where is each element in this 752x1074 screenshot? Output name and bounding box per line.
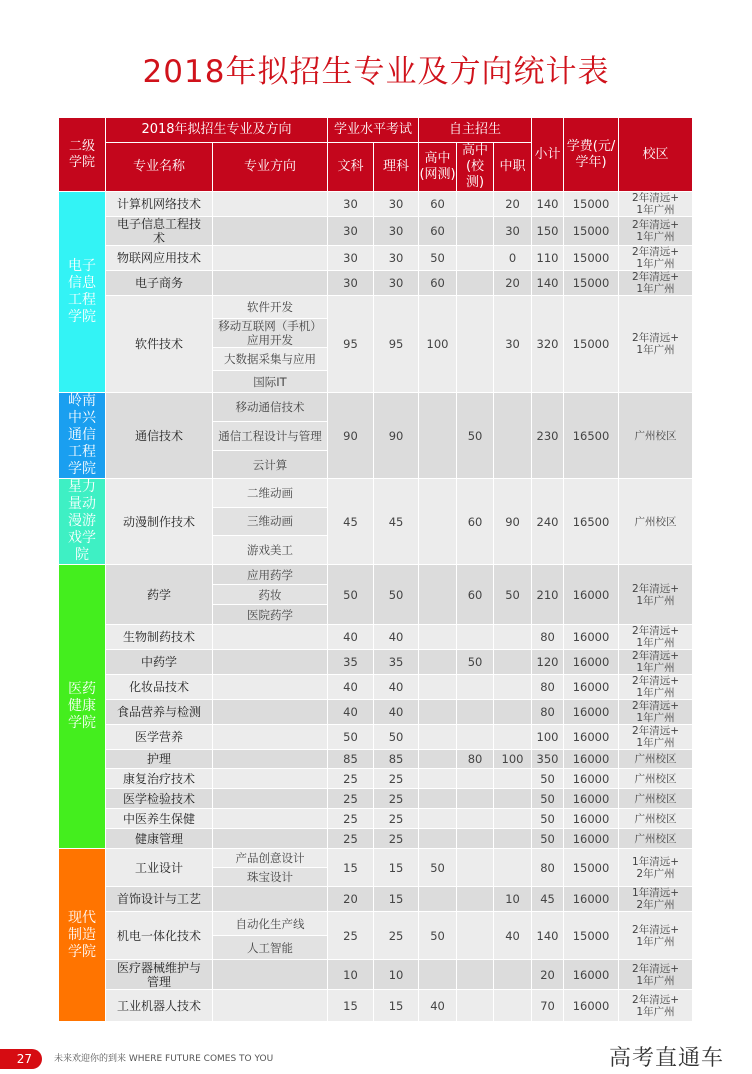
hs-school-cell: 80	[457, 750, 494, 769]
major-name: 中医养生保健	[106, 809, 213, 829]
hs-online-cell	[419, 625, 457, 650]
direction-cell: 云计算	[213, 451, 328, 479]
college-cell: 岭南中兴通信工程学院	[59, 393, 106, 479]
campus-cell: 广州校区	[619, 809, 693, 829]
major-name: 药学	[106, 565, 213, 625]
major-name: 医学营养	[106, 725, 213, 750]
hs-school-cell: 50	[457, 650, 494, 675]
vocational-cell	[494, 725, 532, 750]
header-direction: 专业方向	[213, 143, 328, 192]
fee-cell: 16000	[564, 675, 619, 700]
header-science: 理科	[374, 143, 419, 192]
fee-cell: 15000	[564, 849, 619, 887]
vocational-cell	[494, 700, 532, 725]
hs-online-cell: 50	[419, 849, 457, 887]
science-cell: 15	[374, 849, 419, 887]
major-name: 工业设计	[106, 849, 213, 887]
hs-online-cell	[419, 769, 457, 789]
subtotal-cell: 210	[532, 565, 564, 625]
hs-online-cell	[419, 809, 457, 829]
vocational-cell: 20	[494, 192, 532, 217]
fee-cell: 16000	[564, 700, 619, 725]
table-row	[59, 809, 693, 829]
hs-school-cell	[457, 296, 494, 393]
major-name: 康复治疗技术	[106, 769, 213, 789]
hs-school-cell: 60	[457, 479, 494, 565]
campus-cell: 2年清远+1年广州	[619, 565, 693, 625]
table-row	[59, 912, 693, 936]
arts-cell: 30	[328, 246, 374, 271]
arts-cell: 85	[328, 750, 374, 769]
direction-cell: 应用药学	[213, 565, 328, 585]
hs-online-cell	[419, 725, 457, 750]
vocational-cell	[494, 960, 532, 990]
science-cell: 30	[374, 246, 419, 271]
direction-cell: 二维动画	[213, 479, 328, 508]
fee-cell: 16000	[564, 829, 619, 849]
subtotal-cell: 80	[532, 849, 564, 887]
hs-online-cell	[419, 393, 457, 479]
hs-school-cell	[457, 960, 494, 990]
arts-cell: 25	[328, 789, 374, 809]
science-cell: 10	[374, 960, 419, 990]
hs-school-cell	[457, 789, 494, 809]
campus-cell: 1年清远+2年广州	[619, 887, 693, 912]
hs-online-cell: 60	[419, 271, 457, 296]
direction-cell: 三维动画	[213, 507, 328, 536]
arts-cell: 95	[328, 296, 374, 393]
subtotal-cell: 50	[532, 809, 564, 829]
subtotal-cell: 45	[532, 887, 564, 912]
direction-cell	[213, 809, 328, 829]
table-row	[59, 960, 693, 990]
major-name: 动漫制作技术	[106, 479, 213, 565]
direction-cell: 国际IT	[213, 371, 328, 393]
fee-cell: 15000	[564, 271, 619, 296]
hs-school-cell	[457, 912, 494, 960]
arts-cell: 30	[328, 217, 374, 246]
science-cell: 40	[374, 675, 419, 700]
campus-cell: 广州校区	[619, 393, 693, 479]
hs-school-cell	[457, 192, 494, 217]
subtotal-cell: 50	[532, 829, 564, 849]
direction-cell: 医院药学	[213, 605, 328, 625]
direction-cell	[213, 789, 328, 809]
major-name: 计算机网络技术	[106, 192, 213, 217]
hs-school-cell	[457, 246, 494, 271]
hs-online-cell	[419, 887, 457, 912]
major-name: 医学检验技术	[106, 789, 213, 809]
header-arts: 文科	[328, 143, 374, 192]
table-row	[59, 479, 693, 508]
header-hs-online: 高中(网测)	[419, 143, 457, 192]
table-row	[59, 271, 693, 296]
vocational-cell: 50	[494, 565, 532, 625]
arts-cell: 25	[328, 809, 374, 829]
hs-school-cell	[457, 990, 494, 1022]
header-campus: 校区	[619, 118, 693, 192]
direction-cell	[213, 960, 328, 990]
college-cell: 星力量动漫游戏学院	[59, 479, 106, 565]
subtotal-cell: 120	[532, 650, 564, 675]
table-row	[59, 565, 693, 585]
table-row	[59, 675, 693, 700]
subtotal-cell: 140	[532, 192, 564, 217]
arts-cell: 25	[328, 829, 374, 849]
major-name: 首饰设计与工艺	[106, 887, 213, 912]
hs-online-cell: 50	[419, 246, 457, 271]
arts-cell: 25	[328, 769, 374, 789]
direction-cell	[213, 725, 328, 750]
science-cell: 25	[374, 789, 419, 809]
campus-cell: 2年清远+1年广州	[619, 990, 693, 1022]
table-row	[59, 769, 693, 789]
vocational-cell	[494, 990, 532, 1022]
subtotal-cell: 50	[532, 769, 564, 789]
hs-online-cell	[419, 789, 457, 809]
subtotal-cell: 150	[532, 217, 564, 246]
hs-school-cell	[457, 217, 494, 246]
header-hs-school: 高中(校测)	[457, 143, 494, 192]
brand-watermark: 高考直通车	[608, 1046, 724, 1071]
page-title: 2018年拟招生专业及方向统计表	[142, 54, 610, 90]
campus-cell: 2年清远+1年广州	[619, 192, 693, 217]
hs-online-cell: 40	[419, 990, 457, 1022]
direction-cell	[213, 769, 328, 789]
hs-online-cell: 100	[419, 296, 457, 393]
subtotal-cell: 350	[532, 750, 564, 769]
subtotal-cell: 140	[532, 912, 564, 960]
fee-cell: 16500	[564, 393, 619, 479]
arts-cell: 30	[328, 192, 374, 217]
direction-cell	[213, 887, 328, 912]
arts-cell: 35	[328, 650, 374, 675]
science-cell: 50	[374, 725, 419, 750]
campus-cell: 广州校区	[619, 829, 693, 849]
subtotal-cell: 80	[532, 700, 564, 725]
header-vocational: 中职	[494, 143, 532, 192]
direction-cell: 自动化生产线	[213, 912, 328, 936]
major-name: 电子商务	[106, 271, 213, 296]
campus-cell: 2年清远+1年广州	[619, 625, 693, 650]
vocational-cell	[494, 769, 532, 789]
direction-cell: 大数据采集与应用	[213, 348, 328, 371]
fee-cell: 16000	[564, 725, 619, 750]
hs-online-cell	[419, 960, 457, 990]
direction-cell: 珠宝设计	[213, 868, 328, 887]
vocational-cell: 40	[494, 912, 532, 960]
fee-cell: 15000	[564, 192, 619, 217]
fee-cell: 16000	[564, 650, 619, 675]
table-row	[59, 625, 693, 650]
science-cell: 85	[374, 750, 419, 769]
fee-cell: 16000	[564, 809, 619, 829]
fee-cell: 16000	[564, 789, 619, 809]
major-name: 机电一体化技术	[106, 912, 213, 960]
subtotal-cell: 80	[532, 675, 564, 700]
vocational-cell: 10	[494, 887, 532, 912]
direction-cell	[213, 650, 328, 675]
table-row	[59, 829, 693, 849]
table-row	[59, 887, 693, 912]
campus-cell: 广州校区	[619, 750, 693, 769]
direction-cell	[213, 217, 328, 246]
direction-cell: 人工智能	[213, 936, 328, 960]
subtotal-cell: 80	[532, 625, 564, 650]
header-subtotal: 小计	[532, 118, 564, 192]
subtotal-cell: 320	[532, 296, 564, 393]
table-row	[59, 789, 693, 809]
major-name: 通信技术	[106, 393, 213, 479]
direction-cell	[213, 990, 328, 1022]
vocational-cell	[494, 675, 532, 700]
science-cell: 95	[374, 296, 419, 393]
science-cell: 30	[374, 217, 419, 246]
major-name: 健康管理	[106, 829, 213, 849]
table-row	[59, 192, 693, 217]
science-cell: 15	[374, 990, 419, 1022]
fee-cell: 15000	[564, 296, 619, 393]
major-name: 中药学	[106, 650, 213, 675]
fee-cell: 16000	[564, 769, 619, 789]
direction-cell	[213, 829, 328, 849]
major-name: 化妆品技术	[106, 675, 213, 700]
college-cell: 电子信息工程学院	[59, 192, 106, 393]
hs-school-cell	[457, 700, 494, 725]
hs-online-cell	[419, 829, 457, 849]
science-cell: 30	[374, 271, 419, 296]
campus-cell: 2年清远+1年广州	[619, 246, 693, 271]
subtotal-cell: 240	[532, 479, 564, 565]
subtotal-cell: 230	[532, 393, 564, 479]
major-name: 食品营养与检测	[106, 700, 213, 725]
science-cell: 25	[374, 912, 419, 960]
arts-cell: 10	[328, 960, 374, 990]
hs-school-cell	[457, 887, 494, 912]
campus-cell: 2年清远+1年广州	[619, 296, 693, 393]
vocational-cell: 20	[494, 271, 532, 296]
direction-cell: 通信工程设计与管理	[213, 422, 328, 451]
major-name: 软件技术	[106, 296, 213, 393]
science-cell: 40	[374, 625, 419, 650]
direction-cell	[213, 750, 328, 769]
major-name: 电子信息工程技术	[106, 217, 213, 246]
fee-cell: 15000	[564, 246, 619, 271]
arts-cell: 90	[328, 393, 374, 479]
table-row	[59, 246, 693, 271]
vocational-cell	[494, 650, 532, 675]
arts-cell: 50	[328, 565, 374, 625]
arts-cell: 15	[328, 990, 374, 1022]
subtotal-cell: 20	[532, 960, 564, 990]
hs-online-cell: 60	[419, 217, 457, 246]
direction-cell: 软件开发	[213, 296, 328, 319]
major-name: 物联网应用技术	[106, 246, 213, 271]
table-row	[59, 750, 693, 769]
science-cell: 25	[374, 829, 419, 849]
footer	[0, 1044, 752, 1074]
vocational-cell: 30	[494, 217, 532, 246]
campus-cell: 2年清远+1年广州	[619, 675, 693, 700]
table-row	[59, 393, 693, 422]
hs-online-cell	[419, 675, 457, 700]
header-group-major: 2018年拟招生专业及方向	[106, 118, 328, 143]
vocational-cell: 100	[494, 750, 532, 769]
subtotal-cell: 140	[532, 271, 564, 296]
hs-school-cell	[457, 625, 494, 650]
direction-cell: 移动互联网（手机）应用开发	[213, 319, 328, 348]
direction-cell: 药妆	[213, 585, 328, 605]
table-row	[59, 217, 693, 246]
table-row	[59, 725, 693, 750]
vocational-cell	[494, 625, 532, 650]
direction-cell	[213, 625, 328, 650]
science-cell: 50	[374, 565, 419, 625]
science-cell: 25	[374, 769, 419, 789]
arts-cell: 15	[328, 849, 374, 887]
fee-cell: 16000	[564, 625, 619, 650]
subtotal-cell: 110	[532, 246, 564, 271]
table-row	[59, 849, 693, 868]
fee-cell: 16500	[564, 479, 619, 565]
campus-cell: 广州校区	[619, 479, 693, 565]
subtotal-cell: 50	[532, 789, 564, 809]
science-cell: 15	[374, 887, 419, 912]
hs-school-cell: 60	[457, 565, 494, 625]
direction-cell	[213, 700, 328, 725]
table-row	[59, 700, 693, 725]
vocational-cell: 30	[494, 296, 532, 393]
arts-cell: 40	[328, 625, 374, 650]
direction-cell: 游戏美工	[213, 536, 328, 565]
fee-cell: 15000	[564, 912, 619, 960]
vocational-cell: 0	[494, 246, 532, 271]
college-cell: 医药健康学院	[59, 565, 106, 849]
vocational-cell	[494, 393, 532, 479]
science-cell: 45	[374, 479, 419, 565]
science-cell: 40	[374, 700, 419, 725]
subtotal-cell: 70	[532, 990, 564, 1022]
hs-online-cell: 50	[419, 912, 457, 960]
hs-school-cell	[457, 769, 494, 789]
table-row	[59, 990, 693, 1022]
college-cell: 现代制造学院	[59, 849, 106, 1022]
science-cell: 25	[374, 809, 419, 829]
header-group-exam: 学业水平考试	[328, 118, 419, 143]
header-college: 二级学院	[59, 118, 106, 192]
fee-cell: 16000	[564, 750, 619, 769]
direction-cell: 产品创意设计	[213, 849, 328, 868]
campus-cell: 广州校区	[619, 789, 693, 809]
major-name: 生物制药技术	[106, 625, 213, 650]
arts-cell: 20	[328, 887, 374, 912]
hs-online-cell	[419, 700, 457, 725]
direction-cell	[213, 192, 328, 217]
arts-cell: 40	[328, 700, 374, 725]
major-name: 护理	[106, 750, 213, 769]
hs-online-cell	[419, 565, 457, 625]
hs-online-cell: 60	[419, 192, 457, 217]
campus-cell: 2年清远+1年广州	[619, 912, 693, 960]
direction-cell	[213, 271, 328, 296]
vocational-cell	[494, 809, 532, 829]
subtotal-cell: 100	[532, 725, 564, 750]
direction-cell	[213, 675, 328, 700]
arts-cell: 40	[328, 675, 374, 700]
fee-cell: 16000	[564, 960, 619, 990]
hs-online-cell	[419, 479, 457, 565]
arts-cell: 30	[328, 271, 374, 296]
direction-cell	[213, 246, 328, 271]
header-major: 专业名称	[106, 143, 213, 192]
vocational-cell	[494, 789, 532, 809]
fee-cell: 16000	[564, 887, 619, 912]
campus-cell: 2年清远+1年广州	[619, 960, 693, 990]
science-cell: 30	[374, 192, 419, 217]
fee-cell: 16000	[564, 565, 619, 625]
header-group-self: 自主招生	[419, 118, 532, 143]
fee-cell: 15000	[564, 217, 619, 246]
arts-cell: 45	[328, 479, 374, 565]
hs-online-cell	[419, 650, 457, 675]
footer-slogan: 未来欢迎你的到来 WHERE FUTURE COMES TO YOU	[54, 1054, 274, 1064]
vocational-cell	[494, 829, 532, 849]
arts-cell: 25	[328, 912, 374, 960]
major-name: 工业机器人技术	[106, 990, 213, 1022]
campus-cell: 广州校区	[619, 769, 693, 789]
hs-school-cell	[457, 675, 494, 700]
hs-school-cell	[457, 809, 494, 829]
table-row	[59, 296, 693, 319]
major-name: 医疗器械维护与管理	[106, 960, 213, 990]
campus-cell: 1年清远+2年广州	[619, 849, 693, 887]
campus-cell: 2年清远+1年广州	[619, 725, 693, 750]
arts-cell: 50	[328, 725, 374, 750]
hs-school-cell	[457, 829, 494, 849]
campus-cell: 2年清远+1年广州	[619, 271, 693, 296]
hs-online-cell	[419, 750, 457, 769]
enrollment-table	[58, 117, 693, 1022]
direction-cell: 移动通信技术	[213, 393, 328, 422]
campus-cell: 2年清远+1年广州	[619, 700, 693, 725]
science-cell: 90	[374, 393, 419, 479]
header-fee: 学费(元/学年)	[564, 118, 619, 192]
hs-school-cell	[457, 849, 494, 887]
campus-cell: 2年清远+1年广州	[619, 650, 693, 675]
campus-cell: 2年清远+1年广州	[619, 217, 693, 246]
science-cell: 35	[374, 650, 419, 675]
page-number: 27	[0, 1049, 42, 1069]
vocational-cell	[494, 849, 532, 887]
hs-school-cell: 50	[457, 393, 494, 479]
vocational-cell: 90	[494, 479, 532, 565]
fee-cell: 16000	[564, 990, 619, 1022]
hs-school-cell	[457, 725, 494, 750]
hs-school-cell	[457, 271, 494, 296]
table-row	[59, 650, 693, 675]
